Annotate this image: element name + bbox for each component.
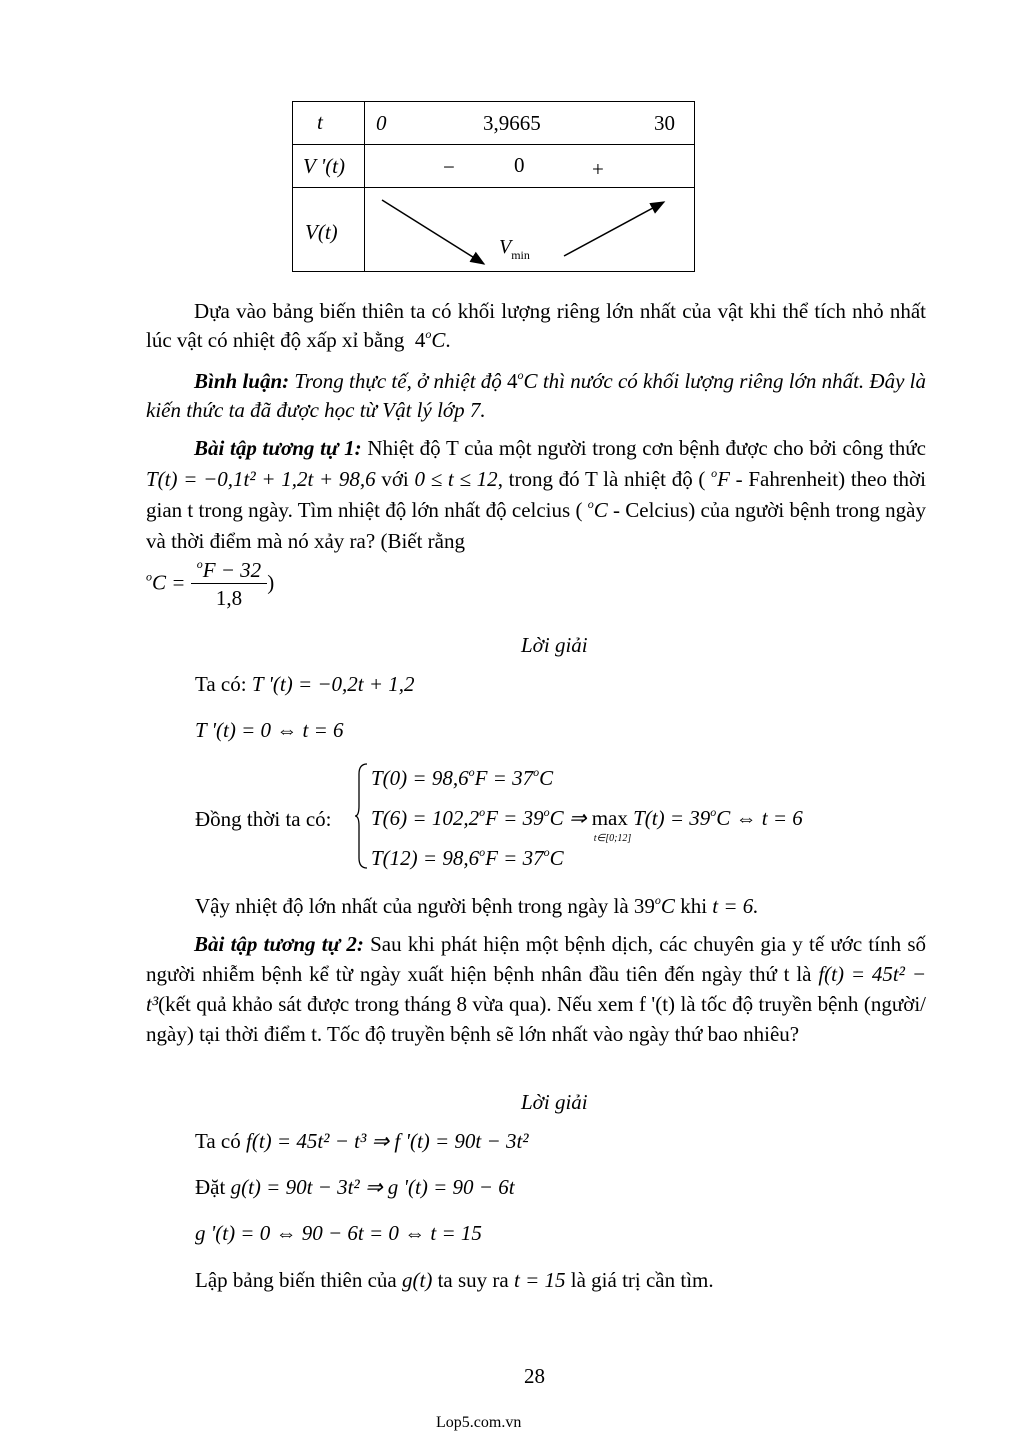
system-brace (354, 762, 370, 870)
exercise-1-paragraph: Bài tập tương tự 1: Nhiệt độ T của một người trong cơn bệnh được cho bởi công thức T(t) = −0,1t² + 1,2t + 98,6 với 0 ≤ t ≤ 12, trong đó T là nhiệt độ ( $^o$F - Fahrenheit) theo thời gian t trong ngày. Tìm nhiệt độ lớn nhất độ celcius ( $^o$C - Celcius) của người bệnh trong ngày và thời điểm mà nó xảy ra? (Biết rằng (146, 436, 927, 553)
solution-2-line-2: Đặt g(t) = 90t − 3t² ⇒ g '(t) = 90 − 6t (195, 1175, 515, 1199)
row-label-derivative: V '(t) (303, 154, 346, 178)
page-number: 28 (524, 1364, 545, 1388)
solution-2-line-3: g '(t) = 0 ⇔ 90 − 6t = 0 ⇔ t = 15 (195, 1221, 482, 1245)
exercise-2-paragraph: Bài tập tương tự 2: Sau khi phát hiện một bệnh dịch, các chuyên gia y tế ước tính số người nhiễm bệnh kể từ ngày xuất hiện bệnh nhân đầu tiên đến ngày thứ t là f(t) = 45t² − t³(kết quả khảo sát được trong tháng 8 vừa qua). Nếu xem f '(t) là tốc độ truyền bệnh (người/ ngày) tại thời điểm t. Tốc độ truyền bệnh sẽ lớn nhất vào ngày thứ bao nhiêu? (146, 932, 926, 1046)
table-border-top (292, 101, 695, 102)
exercise-2-label: Bài tập tương tự 2: (194, 932, 364, 956)
sign-minus: − (443, 155, 455, 179)
t-value-start: 0 (376, 111, 387, 135)
solution-1-line-2: T '(t) = 0 ⇔ t = 6 (195, 718, 344, 742)
system-line-3: $T(12) = 98,6^oF = 37^oC$ (371, 845, 564, 870)
solution-1-heading: Lời giải (521, 633, 588, 657)
t-value-end: 30 (654, 111, 675, 135)
site-watermark: Lop5.com.vn (436, 1414, 522, 1431)
solution-2-heading: Lời giải (521, 1090, 588, 1114)
conversion-formula: $^o$C = $\frac{^oF - 32}{1,8}$ ) (146, 557, 275, 610)
infection-formula: f(t) = 45t² − t³ (146, 962, 926, 1016)
solution-1-line-1: Ta có: T '(t) = −0,2t + 1,2 (195, 672, 415, 696)
increasing-arrow (564, 202, 664, 256)
solution-2-line-4: Lập bảng biến thiên của g(t) ta suy ra t = 15 là giá trị cần tìm. (195, 1268, 714, 1292)
sign-plus: + (592, 157, 604, 181)
exercise-1-label: Bài tập tương tự 1: (194, 436, 362, 460)
table-border-bottom (292, 271, 695, 272)
t-value-critical: 3,9665 (483, 111, 541, 135)
solution-1-also-label: Đồng thời ta có: (195, 807, 332, 831)
decreasing-arrow (382, 200, 484, 264)
solution-1-conclusion: Vậy nhiệt độ lớn nhất của người bệnh trong ngày là 39$^o$C khi t = 6. (195, 893, 759, 918)
solution-2-line-1: Ta có f(t) = 45t² − t³ ⇒ f '(t) = 90t − 3t² (195, 1129, 529, 1153)
row-label-t: t (317, 110, 323, 134)
table-border-right (694, 101, 695, 272)
temperature-formula: T(t) = −0,1t² + 1,2t + 98,6 (146, 467, 376, 491)
system-line-2: $T(6) = 102,2^oF = 39^oC$ ⇒ max t∈[0;12] $T(t) = 39^oC$ ⇔ t = 6 (371, 805, 803, 844)
conclusion-paragraph: Dựa vào bảng biến thiên ta có khối lượng riêng lớn nhất của vật khi thể tích nhỏ nhất lúc vật có nhiệt độ xấp xỉ bằng 4$^o$C. (146, 299, 926, 352)
vmin-label: $V_{min}$ (499, 236, 530, 262)
table-rule (292, 144, 695, 145)
row-label-function: V(t) (305, 220, 338, 244)
table-border-left (292, 101, 293, 272)
comment-paragraph: Bình luận: Trong thực tế, ở nhiệt độ 4$^o$C thì nước có khối lượng riêng lớn nhất. Đây là kiến thức ta đã được học từ Vật lý lớp 7. (146, 368, 926, 422)
sign-zero: 0 (514, 153, 525, 177)
comment-label: Bình luận: (194, 369, 290, 393)
system-line-1: $T(0) = 98,6^oF = 37^oC$ (371, 765, 554, 790)
